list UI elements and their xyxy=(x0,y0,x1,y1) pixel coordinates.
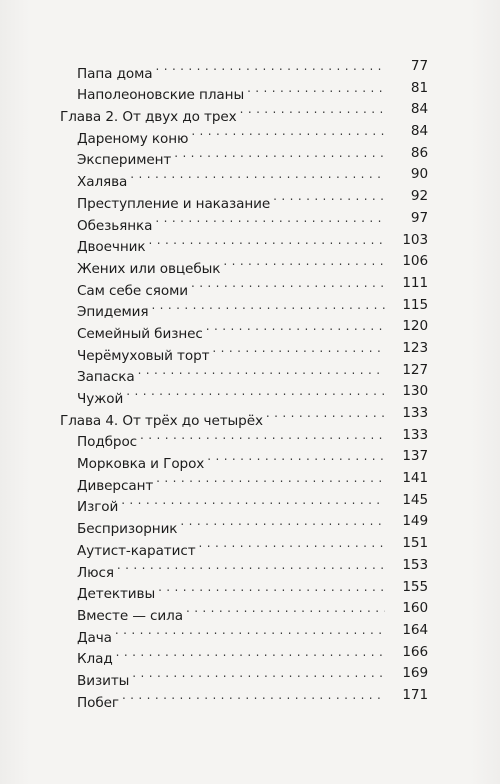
toc-entry-page-number: 103 xyxy=(402,231,428,248)
toc-entry xyxy=(77,230,444,256)
dot-leader xyxy=(155,208,385,230)
toc-entry xyxy=(77,56,444,82)
toc-entry-page-number: 153 xyxy=(402,556,428,573)
toc-entry-page-number: 86 xyxy=(410,144,428,161)
toc-entry-title: Преступление и наказание xyxy=(77,195,271,212)
toc-entry xyxy=(77,381,444,407)
toc-entry-title: Изгой xyxy=(77,499,119,516)
toc-entry-page-number: 164 xyxy=(402,621,428,638)
toc-entry xyxy=(77,490,444,516)
toc-entry-page-number: 160 xyxy=(402,600,428,617)
toc-entry-page-number: 133 xyxy=(402,405,428,421)
toc-entry xyxy=(77,620,444,646)
toc-entry xyxy=(77,533,444,559)
toc-entry xyxy=(77,468,444,494)
toc-entry-page-number: 115 xyxy=(402,296,428,313)
toc-entry-title: Семейный бизнес xyxy=(77,325,203,342)
toc-entry-page-number: 81 xyxy=(410,79,428,96)
dot-leader xyxy=(151,295,385,317)
dot-leader xyxy=(132,663,385,685)
toc-entry-page-number: 169 xyxy=(402,665,428,682)
toc-entry-title: Запаска xyxy=(77,369,135,386)
toc-entry-page-number: 133 xyxy=(402,426,428,443)
toc-entry xyxy=(77,338,444,364)
toc-entry-page-number: 84 xyxy=(410,101,428,118)
dot-leader xyxy=(116,642,385,664)
toc-entry xyxy=(77,425,444,451)
dot-leader xyxy=(121,490,385,512)
toc-entry-title: Диверсант xyxy=(77,477,154,494)
toc-entry-title: Аутист-каратист xyxy=(77,542,196,559)
toc-entry-title: Глава 2. От двух до трех xyxy=(60,109,237,126)
toc-entry-page-number: 84 xyxy=(410,123,428,140)
toc-chapter-entry xyxy=(60,99,444,126)
toc-entry xyxy=(77,446,444,473)
dot-leader xyxy=(115,620,385,642)
dot-leader xyxy=(117,555,385,577)
toc-entry-title: Эксперимент xyxy=(77,152,172,169)
dot-leader xyxy=(122,685,385,707)
toc-entry xyxy=(77,555,444,581)
dot-leader xyxy=(180,511,385,533)
table-of-contents xyxy=(0,56,500,711)
toc-entry xyxy=(77,316,444,342)
toc-entry-title: Подброс xyxy=(77,434,138,451)
toc-entry-title: Жених или овцебык xyxy=(77,260,221,277)
toc-entry-page-number: 137 xyxy=(402,448,428,465)
dot-leader xyxy=(126,381,385,403)
toc-entry-page-number: 111 xyxy=(402,274,428,291)
dot-leader xyxy=(186,598,385,620)
toc-entry-title: Двоечник xyxy=(77,239,146,256)
toc-entry xyxy=(77,143,444,169)
toc-entry xyxy=(77,208,444,234)
dot-leader xyxy=(158,577,385,599)
dot-leader xyxy=(130,164,385,186)
dot-leader xyxy=(199,533,385,555)
toc-entry xyxy=(77,251,444,277)
toc-entry-page-number: 90 xyxy=(410,166,428,183)
toc-chapter-entry xyxy=(60,403,444,429)
toc-entry xyxy=(77,685,444,711)
toc-entry-page-number: 127 xyxy=(402,361,428,378)
toc-entry-title: Клад xyxy=(77,651,113,668)
dot-leader xyxy=(223,251,385,273)
toc-entry xyxy=(77,598,444,624)
toc-entry xyxy=(77,642,444,668)
dot-leader xyxy=(156,468,385,490)
toc-entry xyxy=(77,78,444,104)
toc-entry-title: Обезьянка xyxy=(77,217,153,234)
toc-entry-page-number: 120 xyxy=(402,318,428,335)
dot-leader xyxy=(140,425,385,447)
dot-leader xyxy=(148,230,385,252)
toc-entry xyxy=(77,577,444,603)
toc-entry-title: Наполеоновские планы xyxy=(77,87,245,104)
toc-entry-title: Морковка и Горох xyxy=(77,456,205,473)
dot-leader xyxy=(273,186,385,208)
toc-entry xyxy=(77,663,444,689)
dot-leader xyxy=(212,338,385,360)
toc-entry xyxy=(77,295,444,321)
toc-entry-page-number: 145 xyxy=(402,491,428,508)
toc-entry-page-number: 151 xyxy=(402,535,428,552)
toc-entry-title: Эпидемия xyxy=(77,304,149,321)
toc-entry-page-number: 77 xyxy=(410,58,428,74)
toc-entry-title: Папа дома xyxy=(77,65,153,82)
toc-entry-page-number: 130 xyxy=(402,383,428,400)
toc-entry-page-number: 123 xyxy=(402,339,428,356)
toc-entry-page-number: 155 xyxy=(402,578,428,595)
toc-entry xyxy=(77,360,444,386)
toc-entry-title: Детективы xyxy=(77,586,156,603)
dot-leader xyxy=(138,360,385,382)
dot-leader xyxy=(207,446,385,468)
toc-entry xyxy=(77,121,444,147)
dot-leader xyxy=(191,273,385,295)
toc-entry-page-number: 166 xyxy=(402,643,428,660)
toc-entry-page-number: 92 xyxy=(410,188,428,205)
dot-leader xyxy=(247,78,385,100)
toc-entry-title: Черёмуховый торт xyxy=(77,347,210,364)
toc-entry-page-number: 149 xyxy=(402,513,428,530)
toc-entry xyxy=(77,511,444,538)
toc-entry-page-number: 106 xyxy=(402,253,428,270)
toc-entry-title: Дача xyxy=(77,629,112,646)
toc-entry-title: Беспризорник xyxy=(77,521,178,538)
toc-entry-title: Вместе — сила xyxy=(77,607,183,624)
dot-leader xyxy=(206,316,385,338)
dot-leader xyxy=(174,143,385,165)
toc-entry-title: Побег xyxy=(77,694,119,711)
toc-entry-page-number: 141 xyxy=(402,470,428,487)
toc-entry xyxy=(77,273,444,299)
toc-entry xyxy=(77,186,444,212)
toc-entry-title: Глава 4. От трёх до четырёх xyxy=(60,412,263,429)
toc-entry xyxy=(77,164,444,191)
toc-entry-title: Чужой xyxy=(77,391,124,407)
dot-leader xyxy=(156,56,386,78)
toc-entry-page-number: 97 xyxy=(410,209,428,226)
toc-entry-title: Дареному коню xyxy=(77,130,189,147)
toc-entry-title: Визиты xyxy=(77,672,130,689)
toc-entry-title: Халява xyxy=(77,174,128,191)
toc-entry-page-number: 171 xyxy=(402,686,428,703)
toc-entry-title: Люся xyxy=(77,564,114,581)
toc-entry-title: Сам себе сяоми xyxy=(77,282,188,299)
dot-leader xyxy=(240,99,385,121)
dot-leader xyxy=(191,121,385,143)
dot-leader xyxy=(266,403,385,425)
